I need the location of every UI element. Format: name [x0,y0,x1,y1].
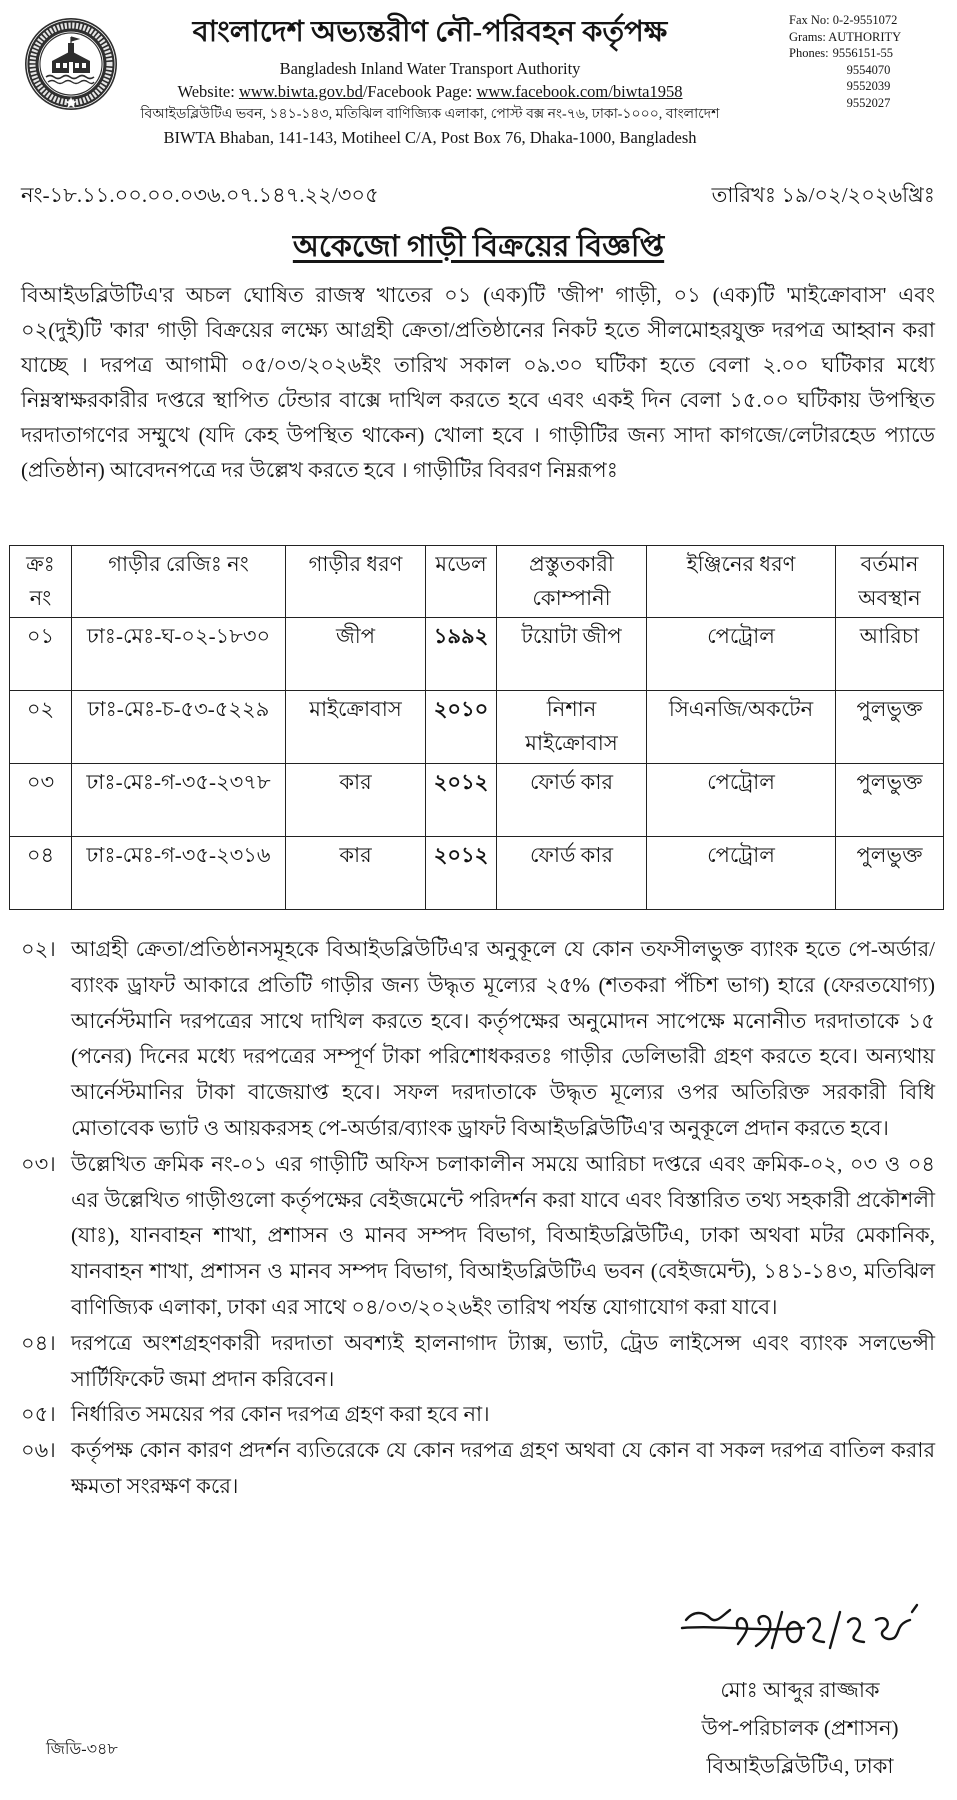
cell-serial: ০১ [10,618,72,691]
col-model: মডেল [426,546,497,618]
memo-date: তারিখঃ ১৯/০২/২০২৬খ্রিঃ [711,183,935,207]
cell-vehicle-type: মাইক্রোবাস [286,691,426,764]
phone-number: 9552027 [846,95,891,110]
facebook-label: /Facebook Page: [362,82,477,101]
term-text: উল্লেখিত ক্রমিক নং-০১ এর গাড়ীটি অফিস চলাকালীন সময়ে আরিচা দপ্তরে এবং ক্রমিক-০২, ০৩ ও ০৪ এর উল্লেখিত গাড়ীগুলো কর্তৃপক্ষের বেইজমেন্টে পরিদর্শন করা যাবে এবং বিস্তারিত তথ্য সহকারী প্রকৌশলী (যাঃ), যানবাহন শাখা, প্রশাসন ও মানব সম্পদ বিভাগ, বিআইডব্লিউটিএ, ঢাকা অথবা মটর মেকানিক, যানবাহন শাখা, প্রশাসন ও মানব সম্পদ বিভাগ, বিআইডব্লিউটিএ ভবন (বেইজমেন্ট), ১৪১-১৪৩, মতিঝিল বাণিজ্যিক এলাকা, ঢাকা এর সাথে ০৪/০৩/২০২৬ইং তারিখ পর্যন্ত যোগাযোগ করা যাবে। [71,1151,935,1319]
notice-title-text: অকেজো গাড়ী বিক্রয়ের বিজ্ঞপ্তি [292,230,665,263]
term-number: ০৫। [21,1402,56,1427]
authority-title-en: Bangladesh Inland Water Transport Authority [279,59,581,78]
phone-number: 9552039 [846,79,891,93]
col-engine: ইঞ্জিনের ধরণ [647,546,836,618]
cell-registration: ঢাঃ-মেঃ-ঘ-০২-১৮৩০ [72,618,286,691]
phone-number: 9556151-55 [832,46,894,60]
cell-model: ২০১২ [426,837,497,910]
cell-engine: পেট্রোল [647,618,836,691]
cell-manufacturer: ফোর্ড কার [497,837,647,910]
cell-model: ২০১০ [426,691,497,764]
website-link[interactable]: www.biwta.gov.bd [238,82,363,101]
term-number: ০৪। [21,1330,56,1355]
cell-engine: পেট্রোল [647,837,836,910]
table-row [10,837,944,910]
signatory-name: মোঃ আব্দুর রাজ্জাক [720,1678,880,1702]
signatory-office: বিআইডব্লিউটিএ, ঢাকা [706,1754,894,1778]
table-row [10,691,944,764]
cell-engine: সিএনজি/অকটেন [647,691,836,764]
website-label: Website: [177,82,239,101]
term-item [21,1326,935,1398]
notice-intro: বিআইডব্লিউটিএ'র অচল ঘোষিত রাজস্ব খাতের ০১ (এক)টি 'জীপ' গাড়ী, ০১ (এক)টি 'মাইক্রোবাস' এবং ০২(দুই)টি 'কার' গাড়ী বিক্রয়ের লক্ষ্যে আগ্রহী ক্রেতা/প্রতিষ্ঠানের নিকট হতে সীলমোহরযুক্ত দরপত্র আহ্বান করা যাচ্ছে । দরপত্র আগামী ০৫/০৩/২০২৬ইং তারিখ সকাল ০৯.৩০ ঘটিকা হতে বেলা ২.০০ ঘটিকার মধ্যে নিম্নস্বাক্ষরকারীর দপ্তরে স্থাপিত টেন্ডার বাক্সে দাখিল করতে হবে এবং একই দিন বেলা ১৫.০০ ঘটিকায় উপস্থিত দরদাতাগণের সম্মুখে (যদি কেহ উপস্থিত থাকেন) খোলা হবে । গাড়ীটির জন্য সাদা কাগজে/লেটারহেড প্যাডে (প্রতিষ্ঠান) আবেদনপত্রে দর উল্লেখ করতে হবে । গাড়ীটির বিবরণ নিম্নরূপঃ [21,283,935,482]
cell-vehicle-type: কার [286,764,426,837]
cell-location: পুলভুক্ত [836,691,944,764]
cell-serial: ০২ [10,691,72,764]
authority-title-bn: বাংলাদেশ অভ্যন্তরীণ নৌ-পরিবহন কর্তৃপক্ষ [192,16,668,48]
term-number: ০৩। [21,1151,56,1176]
website-line [110,81,750,103]
col-registration: গাড়ীর রেজিঃ নং [72,546,286,618]
cell-model: ১৯৯২ [426,618,497,691]
col-serial: ক্রঃ নং [10,546,72,618]
col-vehicle-type: গাড়ীর ধরণ [286,546,426,618]
notice-title [0,228,957,266]
cell-location: আরিচা [836,618,944,691]
table-row [10,618,944,691]
cell-engine: পেট্রোল [647,764,836,837]
address-bn: বিআইডব্লিউটিএ ভবন, ১৪১-১৪৩, মতিঝিল বাণিজ্যিক এলাকা, পোস্ট বক্স নং-৭৬, ঢাকা-১০০০, বাংলাদেশ [140,107,720,122]
facebook-link[interactable]: www.facebook.com/biwta1958 [476,82,683,101]
biwta-logo [24,17,118,111]
term-item [21,1397,935,1433]
signatory-designation: উপ-পরিচালক (প্রশাসন) [701,1716,899,1740]
cell-manufacturer: নিশান মাইক্রোবাস [497,691,647,764]
term-text: আগ্রহী ক্রেতা/প্রতিষ্ঠানসমূহকে বিআইডব্লিউটিএ'র অনুকূলে যে কোন তফসীলভুক্ত ব্যাংক হতে পে-অর্ডার/ব্যাংক ড্রাফট আকারে প্রতিটি গাড়ীর জন্য উদ্ধৃত মূল্যের ২৫% (শতকরা পঁচিশ ভাগ) হারে (ফেরতযোগ্য) আর্নেস্টমানি দরপত্রের সাথে দাখিল করতে হবে। কর্তৃপক্ষের অনুমোদন সাপেক্ষে মনোনীত দরদাতাকে ১৫ (পনের) দিনের মধ্যে দরপত্রের সম্পূর্ণ টাকা পরিশোধকরতঃ গাড়ীর ডেলিভারী গ্রহণ করতে হবে। অন্যথায় আর্নেস্টমানির টাকা বাজেয়াপ্ত হবে। সফল দরদাতাকে উদ্ধৃত মূল্যের ওপর অতিরিক্ত সরকারী বিধি মোতাবেক ভ্যাট ও আয়করসহ পে-অর্ডার/ব্যাংক ড্রাফট বিআইডব্লিউটিএ'র অনুকূলে প্রদান করতে হবে। [71,937,935,1140]
cell-registration: ঢাঃ-মেঃ-গ-৩৫-২৩১৬ [72,837,286,910]
memo-line [21,181,935,209]
table-row [10,764,944,837]
term-number: ০৬। [21,1438,56,1463]
cell-serial: ০৪ [10,837,72,910]
phone-list [833,45,893,111]
term-item [21,1147,935,1326]
cell-vehicle-type: কার [286,837,426,910]
handwritten-signature [680,1598,920,1664]
cell-location: পুলভুক্ত [836,837,944,910]
term-item [21,1433,935,1505]
memo-number: নং-১৮.১১.০০.০০.০৩৬.০৭.১৪৭.২২/৩০৫ [21,183,379,207]
phones [789,45,901,111]
cell-manufacturer: টয়োটা জীপ [497,618,647,691]
term-text: নির্ধারিত সময়ের পর কোন দরপত্র গ্রহণ করা হবে না। [71,1402,490,1427]
term-item [21,932,935,1147]
cell-model: ২০১২ [426,764,497,837]
cell-serial: ০৩ [10,764,72,837]
contact-block [789,12,901,111]
signature-icon [680,1598,920,1664]
phone-number: 9554070 [846,62,891,77]
phones-label: Phones: [789,46,829,60]
address-en: BIWTA Bhaban, 141-143, Motiheel C/A, Post Box 76, Dhaka-1000, Bangladesh [163,128,697,147]
biwta-seal-icon [24,17,118,111]
col-location: বর্তমান অবস্থান [836,546,944,618]
signatory-block [650,1671,950,1785]
cell-registration: ঢাঃ-মেঃ-চ-৫৩-৫২২৯ [72,691,286,764]
cell-vehicle-type: জীপ [286,618,426,691]
term-number: ০২। [21,937,56,961]
vehicle-table [9,545,944,910]
term-text: কর্তৃপক্ষ কোন কারণ প্রদর্শন ব্যতিরেকে যে কোন দরপত্র গ্রহণ অথবা যে কোন বা সকল দরপত্র বাতিল করার ক্ষমতা সংরক্ষণ করে। [71,1438,935,1498]
terms-list [21,932,935,1505]
term-text: দরপত্রে অংশগ্রহণকারী দরদাতা অবশ্যই হালনাগাদ ট্যাক্স, ভ্যাট, ট্রেড লাইসেন্স এবং ব্যাংক সলভেন্সী সার্টিফিকেট জমা প্রদান করিবেন। [71,1330,935,1391]
col-manufacturer: প্রস্তুতকারী কোম্পানী [497,546,647,618]
document-code: জিডি-৩৪৮ [46,1741,118,1758]
grams: Grams: AUTHORITY [789,29,902,44]
fax-number: Fax No: 0-2-9551072 [789,13,898,27]
cell-location: পুলভুক্ত [836,764,944,837]
table-header-row [10,546,944,618]
cell-registration: ঢাঃ-মেঃ-গ-৩৫-২৩৭৮ [72,764,286,837]
cell-manufacturer: ফোর্ড কার [497,764,647,837]
